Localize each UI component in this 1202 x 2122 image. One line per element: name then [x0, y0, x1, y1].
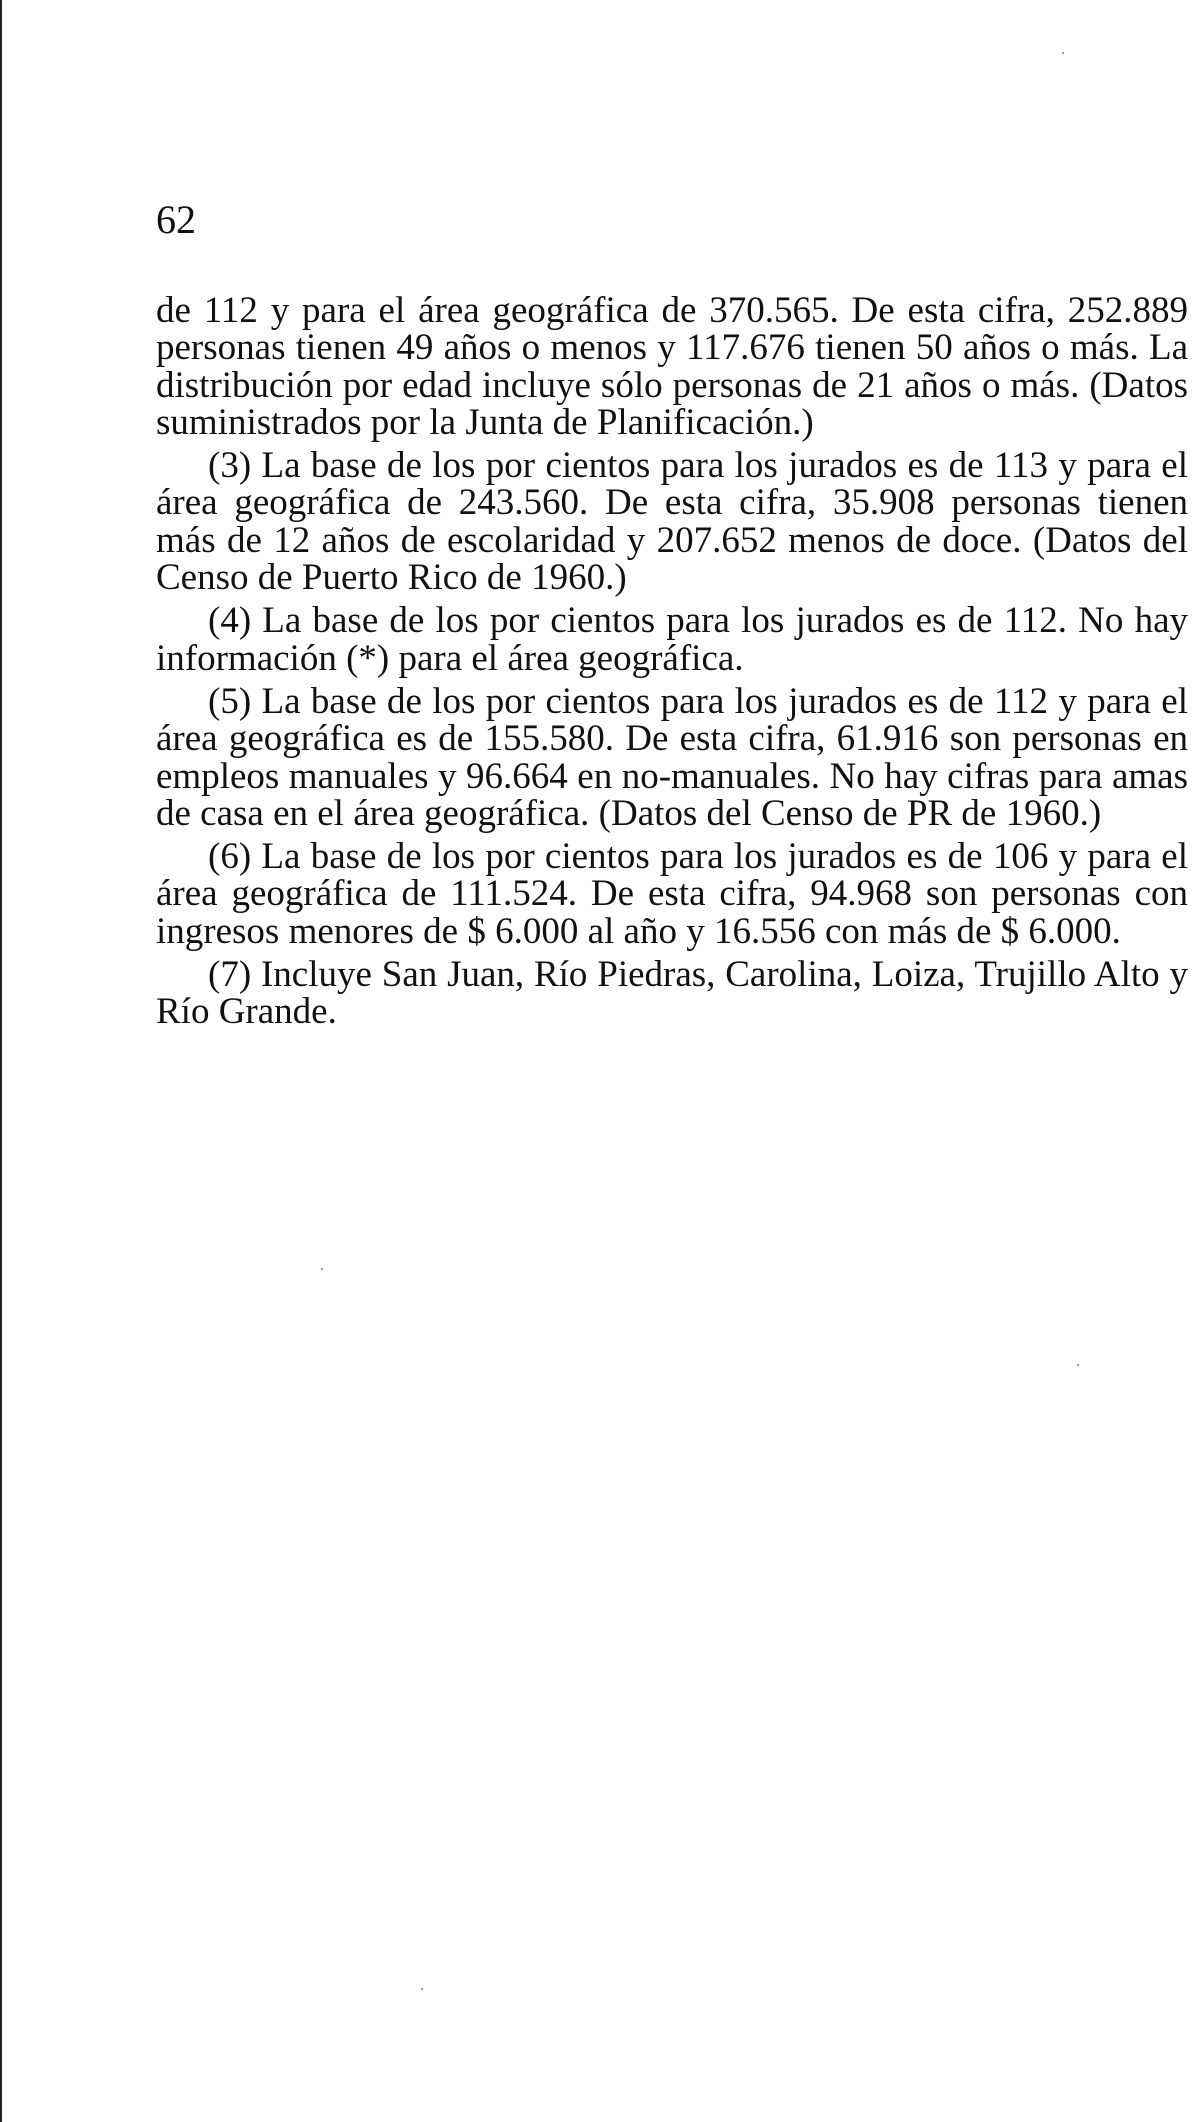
scan-edge	[0, 0, 2, 2122]
footnote-5: (5) La base de los por cientos para los jurados es de 112 y para el área geográfica es de 155.580. De esta cifra, 61.916 son personas en empleos manuales y 96.664 en no-manuales. No hay cifras para amas de casa en el área geográfica. (Datos del Censo de PR de 1960.)	[156, 680, 1188, 834]
scan-speck	[1062, 52, 1064, 54]
scan-speck	[321, 1268, 323, 1270]
footnote-4: (4) La base de los por cientos para los jurados es de 112. No hay información (*) para el área geográfica.	[156, 600, 1188, 679]
footnote-6: (6) La base de los por cientos para los jurados es de 106 y para el área geográfica de 111.524. De esta cifra, 94.968 son personas con ingresos menores de $ 6.000 al año y 16.556 con más de $ 6.000.	[156, 836, 1188, 952]
page-number: 62	[156, 197, 196, 242]
footnote-7: (7) Incluye San Juan, Río Piedras, Carolina, Loiza, Trujillo Alto y Río Grande.	[156, 954, 1188, 1033]
scan-speck	[1077, 1364, 1079, 1366]
footnote-3: (3) La base de los por cientos para los jurados es de 113 y para el área geográfica de 243.560. De esta cifra, 35.908 personas tienen más de 12 años de escolaridad y 207.652 menos de doce. (Datos del Censo de Puerto Rico de 1960.)	[156, 445, 1188, 599]
paragraph-continuation: de 112 y para el área geográfica de 370.565. De esta cifra, 252.889 personas tienen 49 años o menos y 117.676 tienen 50 años o más. La distribución por edad incluye sólo personas de 21 años o más. (Datos suministrados por la Junta de Planificación.)	[156, 290, 1188, 443]
scan-speck	[421, 1988, 423, 1990]
footnotes-text	[156, 292, 1188, 1037]
